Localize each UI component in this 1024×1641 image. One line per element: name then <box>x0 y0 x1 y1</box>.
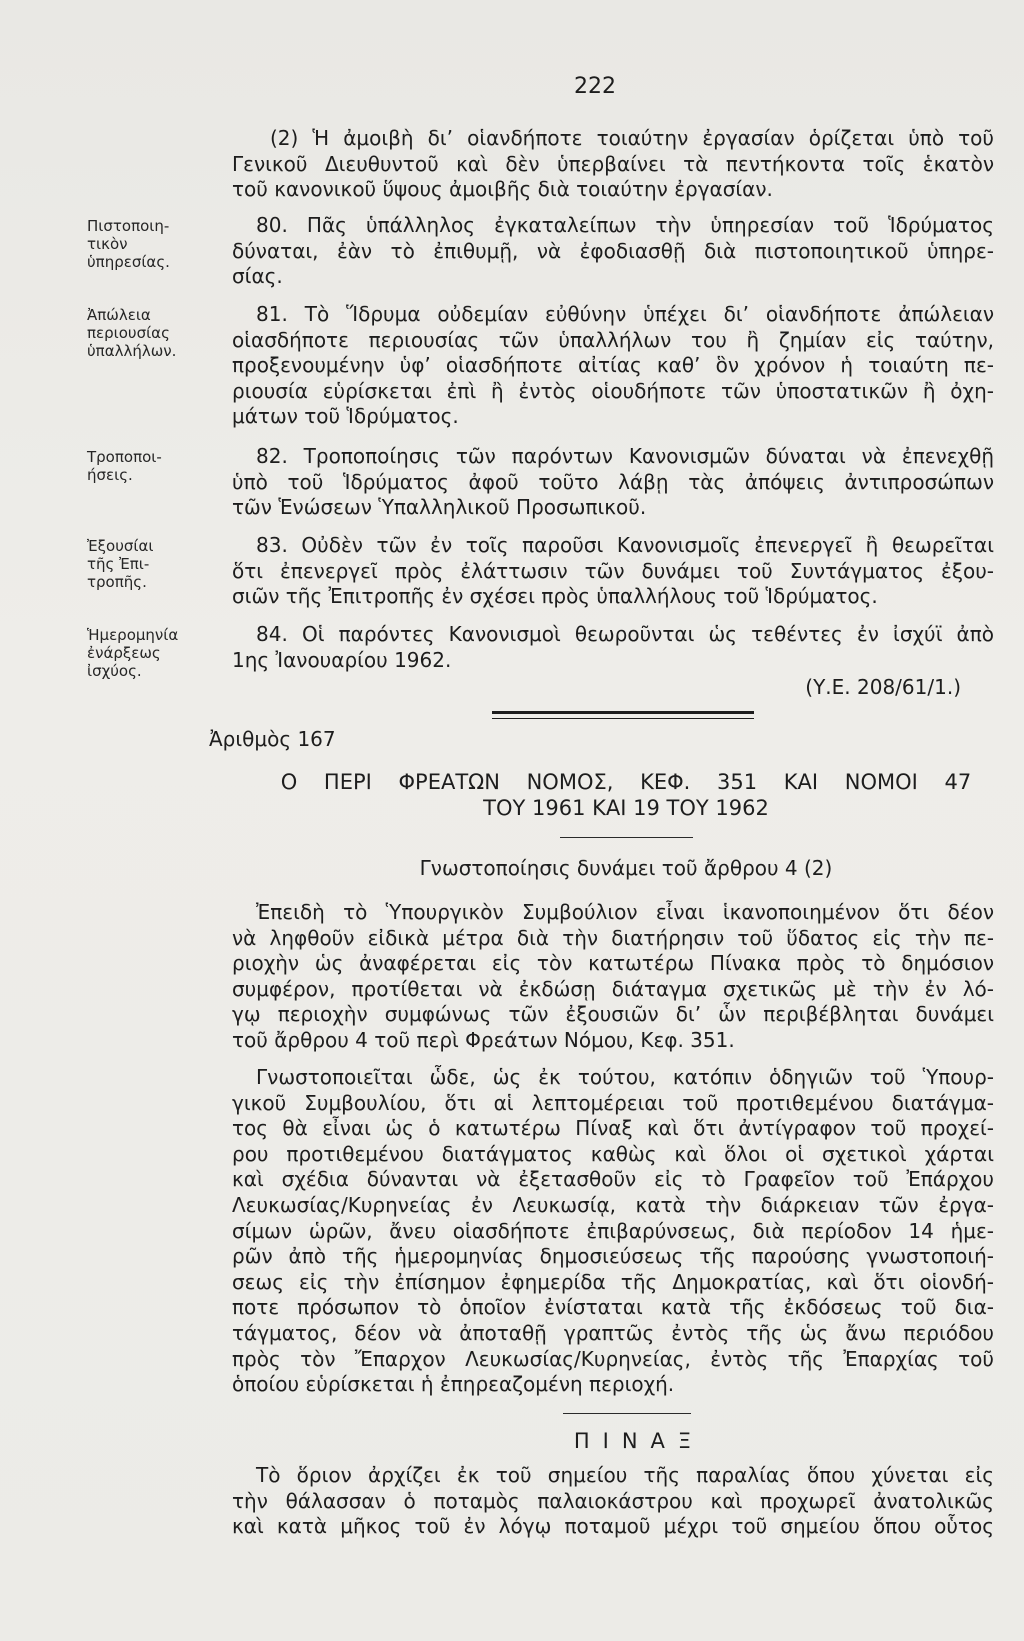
text-line: σίας. <box>232 264 283 289</box>
margin-note-line: περιουσίας <box>87 324 170 342</box>
text-line: καὶ κατὰ μῆκος τοῦ ἐν λόγῳ ποταμοῦ μέχρι τοῦ σημείου ὅπου οὗτος <box>232 1514 994 1539</box>
text-line: γικοῦ Συμβουλίου, ὅτι αἱ λεπτομέρειαι τοῦ προτιθεμένου διατάγμα- <box>232 1090 994 1115</box>
text-line: ποτε πρόσωπον τὸ ὁποῖον ἐνίσταται κατὰ τῆς ἐκδόσεως τοῦ δια- <box>232 1295 994 1320</box>
text-line: οἱασδήποτε περιουσίας τῶν ὑπαλλήλων του ἢ ζημίαν εἰς ταύτην, <box>232 327 994 352</box>
notice-paragraph-notification <box>232 1065 994 1398</box>
schedule-title: ΠΙΝΑΞ <box>573 1429 705 1453</box>
margin-note-line: Πιστοποιη- <box>87 217 170 235</box>
text-line: ρῶν ἀπὸ τῆς ἡμερομηνίας δημοσιεύσεως τῆς παρούσης γνωστοποιή- <box>232 1244 994 1269</box>
text-line: (2) Ἡ ἀμοιβὴ δι’ οἱανδήποτε τοιαύτην ἐργασίαν ὁρίζεται ὑπὸ τοῦ <box>270 126 994 150</box>
article-84 <box>232 622 994 673</box>
notice-subheading: Γνωστοποίησις δυνάμει τοῦ ἄρθρου 4 (2) <box>419 856 833 880</box>
text-line: Γνωστοποιεῖται ὧδε, ὡς ἐκ τούτου, κατόπιν ὁδηγιῶν τοῦ Ὑπουρ- <box>256 1065 994 1089</box>
notice-paragraph-whereas <box>232 900 994 1054</box>
margin-note-line: τικὸν <box>87 235 128 253</box>
margin-note-line: ὑπαλλήλων. <box>87 342 177 360</box>
notice-heading-line-1: Ο ΠΕΡΙ ΦΡΕΑΤΩΝ ΝΟΜΟΣ, ΚΕΦ. 351 ΚΑΙ ΝΟΜΟΙ 47 <box>280 770 972 794</box>
margin-note-certificate <box>87 217 227 271</box>
text-line: σιῶν τῆς Ἐπιτροπῆς ἐν σχέσει πρὸς ὑπαλλήλους τοῦ Ἱδρύματος. <box>232 584 878 609</box>
article-82 <box>232 444 994 521</box>
text-line: τῶν Ἑνώσεων Ὑπαλληλικοῦ Προσωπικοῦ. <box>232 495 647 520</box>
text-line: τὴν θάλασσαν ὁ ποταμὸς παλαιοκάστρου καὶ προχωρεῖ ἀνατολικῶς <box>232 1488 994 1513</box>
text-line: πρὸς τὸν Ἔπαρχον Λευκωσίας/Κυρηνείας, ἐντὸς τῆς Ἐπαρχίας τοῦ <box>232 1346 994 1371</box>
text-line: 84. Οἱ παρόντες Κανονισμοὶ θεωροῦνται ὡς τεθέντες ἐν ἰσχύϊ ἀπὸ <box>256 622 994 646</box>
text-line: τοῦ ἄρθρου 4 τοῦ περὶ Φρεάτων Νόμου, Κεφ. 351. <box>232 1027 735 1052</box>
notice-number: Ἀριθμὸς 167 <box>209 727 336 751</box>
text-line: 83. Οὐδὲν τῶν ἐν τοῖς παροῦσι Κανονισμοῖς ἐπενεργεῖ ἢ θεωρεῖται <box>256 533 994 557</box>
schedule-paragraph <box>232 1463 994 1540</box>
article-83 <box>232 533 994 610</box>
article-81 <box>232 302 994 430</box>
text-line: δύναται, ἐὰν τὸ ἐπιθυμῇ, νὰ ἐφοδιασθῇ διὰ πιστοποιητικοῦ ὑπηρε- <box>232 238 994 263</box>
margin-note-commission-powers <box>87 537 227 591</box>
text-line: ὅτι ἐπενεργεῖ πρὸς ἐλάττωσιν τῶν δυνάμει τοῦ Συντάγματος ἐξου- <box>232 558 994 583</box>
text-line: ριοχὴν ὡς ἀναφέρεται εἰς τὸν κατωτέρω Πίνακα πρὸς τὸ δημόσιον <box>232 951 994 976</box>
paragraph-2 <box>232 126 994 203</box>
text-line: μάτων τοῦ Ἱδρύματος. <box>232 404 459 429</box>
text-line: καὶ σχέδια δύνανται νὰ ἐξετασθοῦν εἰς τὸ Γραφεῖον τοῦ Ἐπάρχου <box>232 1167 994 1192</box>
text-line: τοῦ κανονικοῦ ὕψους ἀμοιβῆς διὰ τοιαύτην ἐργασίαν. <box>232 177 773 202</box>
text-line: συμφέρον, προτίθεται νὰ ἐκδώσῃ διάταγμα σχετικῶς μὲ τὴν ἐν λό- <box>232 976 994 1001</box>
margin-note-line: Ἐξουσίαι <box>87 537 154 555</box>
margin-note-line: τῆς Ἐπι- <box>87 555 150 573</box>
margin-note-property-loss <box>87 306 227 360</box>
text-line: 80. Πᾶς ὑπάλληλος ἐγκαταλείπων τὴν ὑπηρεσίαν τοῦ Ἱδρύματος <box>256 213 994 237</box>
margin-note-line: ὑπηρεσίας. <box>87 253 170 271</box>
margin-note-line: Τροποποι- <box>87 448 162 466</box>
text-line: ρου προτιθεμένου διατάγματος καθὼς καὶ ὅλοι οἱ σχετικοὶ χάρται <box>232 1141 994 1166</box>
margin-note-line: ἰσχύος. <box>87 662 142 680</box>
reference-number: (Υ.Ε. 208/61/1.) <box>805 675 961 699</box>
margin-note-line: τροπῆς. <box>87 573 147 591</box>
margin-note-commencement <box>87 626 227 680</box>
text-line: 81. Τὸ Ἵδρυμα οὐδεμίαν εὐθύνην ὑπέχει δι’ οἱανδήποτε ἀπώλειαν <box>256 302 994 326</box>
text-line: Τὸ ὅριον ἀρχίζει ἐκ τοῦ σημείου τῆς παραλίας ὅπου χύνεται εἰς <box>256 1463 994 1487</box>
text-line: ὑπὸ τοῦ Ἱδρύματος ἀφοῦ τοῦτο λάβῃ τὰς ἀπόψεις ἀντιπροσώπων <box>232 469 994 494</box>
text-line: προξενουμένην ὑφ’ οἱασδήποτε αἰτίας καθ’ ὃν χρόνον ἡ τοιαύτη πε- <box>232 353 994 378</box>
page-number: 222 <box>574 74 616 99</box>
text-line: τος θὰ εἶναι ὡς ὁ κατωτέρω Πίναξ καὶ ὅτι ἀντίγραφον τοῦ προχεί- <box>232 1116 994 1141</box>
margin-note-line: Ἀπώλεια <box>87 306 151 324</box>
margin-note-line: Ἡμερομηνία <box>87 626 179 644</box>
text-line: γῳ περιοχὴν συμφώνως τῶν ἐξουσιῶν δι’ ὧν περιβέβληται δυνάμει <box>232 1002 994 1027</box>
text-line: Λευκωσίας/Κυρηνείας ἐν Λευκωσίᾳ, κατὰ τὴν διάρκειαν τῶν ἐργα- <box>232 1192 994 1217</box>
short-divider <box>560 837 693 838</box>
double-divider <box>492 711 754 719</box>
text-line: σίμων ὡρῶν, ἄνευ οἱασδήποτε ἐπιβαρύνσεως, διὰ περίοδον 14 ἡμε- <box>232 1218 994 1243</box>
margin-note-amendments <box>87 448 227 484</box>
notice-heading-line-2: ΤΟΥ 1961 ΚΑΙ 19 ΤΟΥ 1962 <box>483 796 769 820</box>
text-line: τάγματος, δέον νὰ ἀποταθῇ γραπτῶς ἐντὸς τῆς ὡς ἄνω περιόδου <box>232 1320 994 1345</box>
short-divider <box>563 1413 691 1414</box>
text-line: νὰ ληφθοῦν εἰδικὰ μέτρα διὰ τὴν διατήρησιν τοῦ ὕδατος εἰς τὴν πε- <box>232 925 994 950</box>
margin-note-line: ήσεις. <box>87 466 133 484</box>
text-line: Γενικοῦ Διευθυντοῦ καὶ δὲν ὑπερβαίνει τὰ πεντήκοντα τοῖς ἑκατὸν <box>232 151 994 176</box>
text-line: 1ης Ἰανουαρίου 1962. <box>232 647 452 672</box>
margin-note-line: ἐνάρξεως <box>87 644 161 662</box>
text-line: Ἐπειδὴ τὸ Ὑπουργικὸν Συμβούλιον εἶναι ἱκανοποιημένον ὅτι δέον <box>256 900 994 924</box>
article-80 <box>232 213 994 290</box>
text-line: 82. Τροποποίησις τῶν παρόντων Κανονισμῶν δύναται νὰ ἐπενεχθῇ <box>256 444 994 468</box>
text-line: ὁποίου εὑρίσκεται ἡ ἐπηρεαζομένη περιοχή. <box>232 1372 675 1397</box>
text-line: σεως εἰς τὴν ἐπίσημον ἐφημερίδα τῆς Δημοκρατίας, καὶ ὅτι οἱονδή- <box>232 1269 994 1294</box>
text-line: ριουσία εὑρίσκεται ἐπὶ ἢ ἐντὸς οἱουδήποτε τῶν ὑποστατικῶν ἢ ὀχη- <box>232 378 994 403</box>
